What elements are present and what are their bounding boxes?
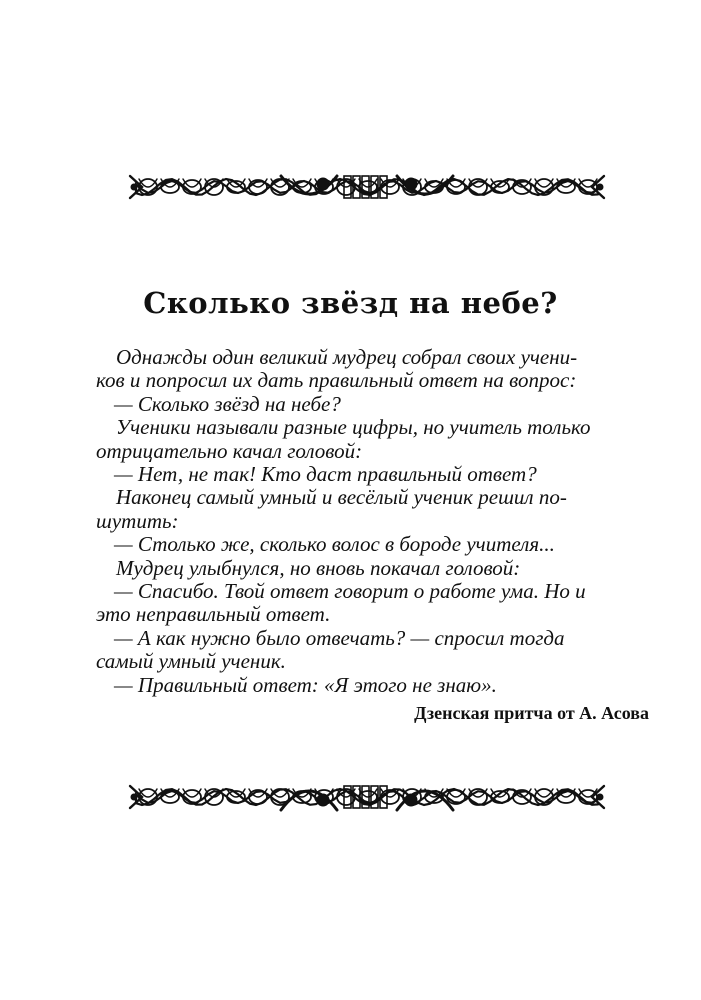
story-line: — Сколько звёзд на небе? xyxy=(114,391,341,416)
ornament-top-icon xyxy=(128,162,606,212)
story-line: это неправильный ответ. xyxy=(96,602,331,627)
story-line: — Правильный ответ: «Я этого не знаю». xyxy=(114,672,497,697)
story-line: Наконец самый умный и весёлый ученик решил по- xyxy=(116,485,567,510)
ornament-bottom-icon xyxy=(128,772,606,822)
story-line: — Спасибо. Твой ответ говорит о работе ума. Но и xyxy=(114,579,586,604)
story-line: Мудрец улыбнулся, но вновь покачал головой: xyxy=(116,555,521,580)
page-title: Сколько звёзд на небе? xyxy=(143,286,558,320)
story-line: ков и попросил их дать правильный ответ на вопрос: xyxy=(96,368,577,393)
story-line: — А как нужно было отвечать? — спросил тогда xyxy=(114,625,565,650)
story-line: самый умный ученик. xyxy=(96,649,286,674)
story-line: Ученики называли разные цифры, но учитель только xyxy=(116,415,591,440)
story-line: Однажды один великий мудрец собрал своих учени- xyxy=(116,345,578,369)
story-line: — Столько же, сколько волос в бороде учителя... xyxy=(114,532,555,557)
story-line: — Нет, не так! Кто даст правильный ответ? xyxy=(114,462,537,487)
story-line: шутить: xyxy=(96,508,179,533)
story-text xyxy=(96,346,656,697)
attribution: Дзенская притча от А. Асова xyxy=(414,703,649,723)
story-line: отрицательно качал головой: xyxy=(96,438,363,463)
